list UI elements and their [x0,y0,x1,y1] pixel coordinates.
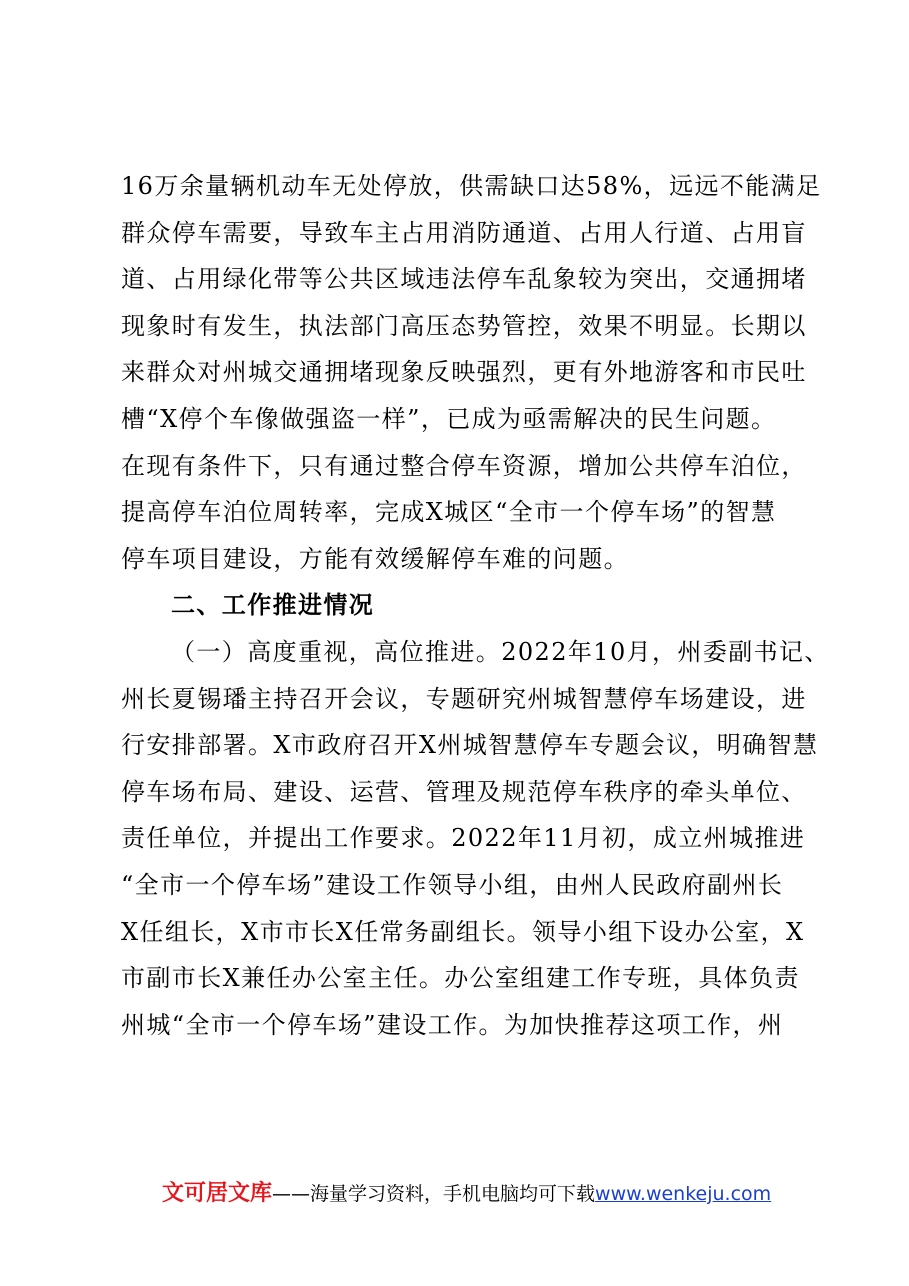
paragraph-line: 提高停车泊位周转率，完成X城区“全市一个停车场”的智慧 [121,498,777,527]
paragraph-line: X任组长，X市市长X任常务副组长。领导小组下设办公室，X [121,917,805,946]
paragraph-line: 道、占用绿化带等公共区域违法停车乱象较为突出，交通拥堵 [121,265,807,294]
paragraph-line: 州长夏锡璠主持召开会议，专题研究州城智慧停车场建设，进 [121,684,807,713]
paragraph-line: （一）高度重视，高位推进。2022年10月，州委副书记、 [171,637,830,666]
paragraph-line: 16万余量辆机动车无处停放，供需缺口达58%，远远不能满足 [121,172,822,200]
paragraph-line: 州城“全市一个停车场”建设工作。为加快推荐这项工作，州 [121,1010,784,1039]
paragraph-line: 行安排部署。X市政府召开X州城智慧停车专题会议，明确智慧 [121,731,819,760]
footer-tagline: ——海量学习资料，手机电脑均可下载 [272,1183,596,1205]
section-heading: 二、工作推进情况 [171,591,375,620]
paragraph-line: 槽“X停个车像做强盗一样”，已成为亟需解决的民生问题。 [121,404,777,433]
paragraph-line: 现象时有发生，执法部门高压态势管控，效果不明显。长期以 [121,311,807,340]
paragraph-line: 群众停车需要，导致车主占用消防通道、占用人行道、占用盲 [121,218,807,247]
paragraph-line: 来群众对州城交通拥堵现象反映强烈，更有外地游客和市民吐 [121,358,807,387]
brand-name: 文可居文库 [162,1181,273,1206]
footer-banner [162,1180,771,1208]
paragraph-line: 责任单位，并提出工作要求。2022年11月初，成立州城推进 [121,824,806,853]
paragraph-line: 市副市长X兼任办公室主任。办公室组建工作专班，具体负责 [121,964,800,993]
paragraph-line: 停车场布局、建设、运营、管理及规范停车秩序的牵头单位、 [121,777,807,806]
website-link[interactable]: www.wenkeju.com [595,1183,772,1205]
document-body [121,163,830,1048]
paragraph-line: 停车项目建设，方能有效缓解停车难的问题。 [121,544,629,573]
paragraph-line: “全市一个停车场”建设工作领导小组，由州人民政府副州长 [121,870,784,899]
paragraph-line: 在现有条件下，只有通过整合停车资源，增加公共停车泊位， [121,451,807,480]
